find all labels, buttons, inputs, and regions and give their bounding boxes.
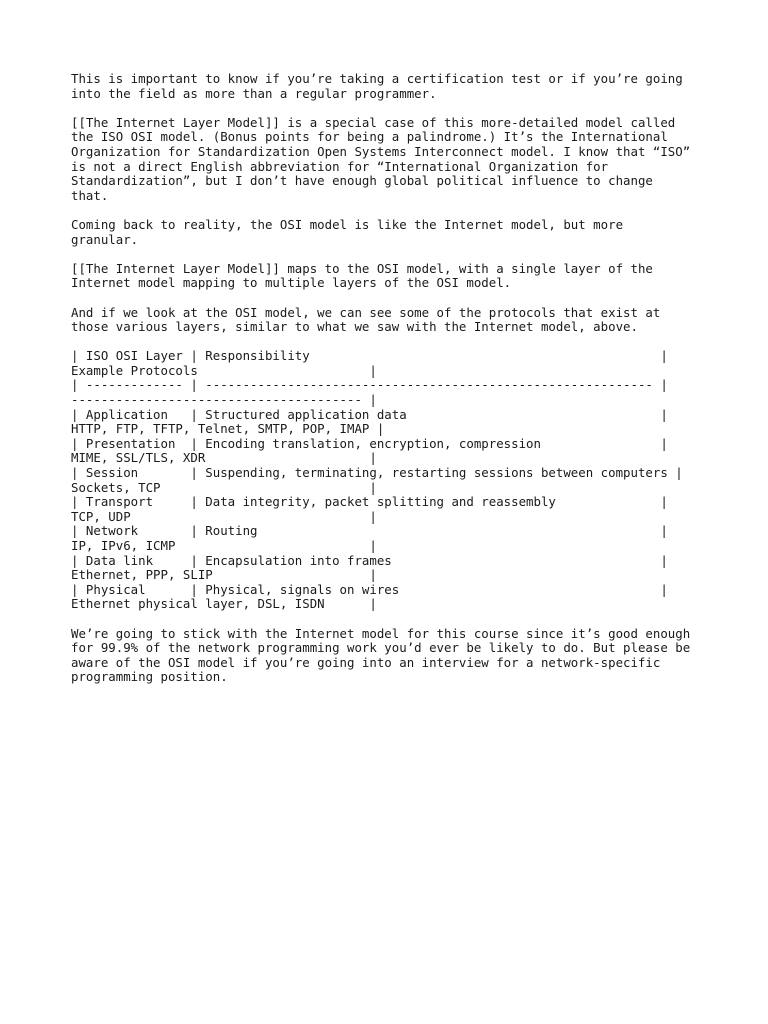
- table-row-data-link: | Data link | Encapsulation into frames |: [71, 552, 668, 568]
- paragraph-course-scope: We’re going to stick with the Internet model for this course since it’s good enough for 99.9% of the network programming work you’d ever be likely to do. But please be aware of the OSI model if you’re going into an interview for a network-specific programming position.: [71, 625, 691, 685]
- table-header-line: | ISO OSI Layer | Responsibility |: [71, 348, 668, 364]
- table-row-presentation: | Presentation | Encoding translation, encryption, compression |: [71, 435, 668, 451]
- table-row-physical-wrap: Ethernet physical layer, DSL, ISDN |: [71, 596, 377, 612]
- table-row-transport: | Transport | Data integrity, packet splitting and reassembly |: [71, 494, 668, 510]
- table-row-network: | Network | Routing |: [71, 523, 668, 539]
- paragraph-mapping: [[The Internet Layer Model]] maps to the OSI model, with a single layer of the Internet model mapping to multiple layers of the OSI model.: [71, 260, 653, 291]
- table-row-application: | Application | Structured application data |: [71, 406, 668, 422]
- table-row-data-link-wrap: Ethernet, PPP, SLIP |: [71, 567, 377, 583]
- table-row-transport-wrap: TCP, UDP |: [71, 508, 377, 524]
- table-separator-line: | ------------- | ------------------------------------------------------------ |: [71, 377, 668, 393]
- table-row-physical: | Physical | Physical, signals on wires |: [71, 581, 668, 597]
- document-page: [71, 72, 711, 700]
- table-row-network-wrap: IP, IPv6, ICMP |: [71, 538, 377, 553]
- paragraph-reality: Coming back to reality, the OSI model is like the Internet model, but more granular.: [71, 216, 624, 247]
- table-row-presentation-wrap: MIME, SSL/TLS, XDR |: [71, 450, 377, 466]
- table-separator-line-wrap: --------------------------------------- |: [71, 392, 377, 408]
- paragraph-certification: This is important to know if you’re taking a certification test or if you’re going into the field as more than a regular programmer.: [71, 71, 683, 101]
- table-header-line-wrap: Example Protocols |: [71, 362, 377, 378]
- table-row-session-wrap: Sockets, TCP |: [71, 479, 377, 495]
- table-row-application-wrap: HTTP, FTP, TFTP, Telnet, SMTP, POP, IMAP |: [71, 421, 385, 437]
- osi-layer-table: [71, 349, 711, 612]
- paragraph-iso-osi-intro: [[The Internet Layer Model]] is a special case of this more-detailed model called the ISO OSI model. (Bonus points for being a palindrome.) It’s the International Organization for Standardization Open Systems Interconnect model. I know that “ISO” is not a direct English abbreviation for “International Organization for Standardization”, but I don’t have enough global political influence to change that.: [71, 114, 691, 203]
- paragraph-protocols: And if we look at the OSI model, we can see some of the protocols that exist at those various layers, similar to what we saw with the Internet model, above.: [71, 304, 661, 335]
- table-row-session: | Session | Suspending, terminating, restarting sessions between computers |: [71, 465, 683, 481]
